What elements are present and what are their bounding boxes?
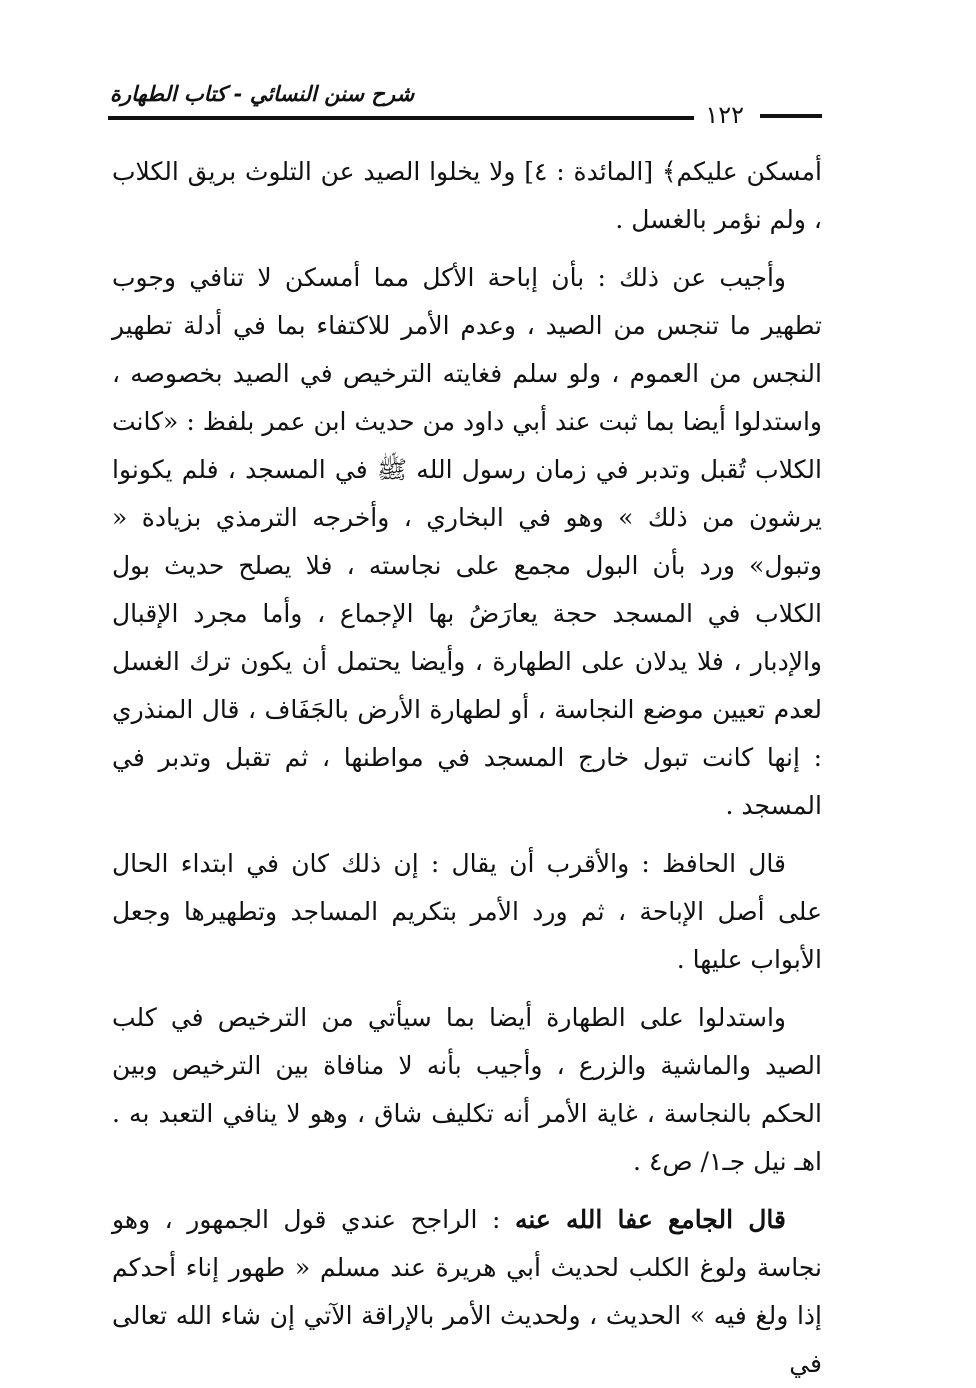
- paragraph: [112, 254, 822, 830]
- paragraph-text: واستدلوا على الطهارة أيضا بما سيأتي من الترخيص في كلب الصيد والماشية والزرع ، وأجيب بأنه لا منافاة بين الترخيص وبين الحكم بالنجاسة ، غاية الأمر أنه تكليف شاق ، وهو لا ينافي التعبد به . اهـ نيل جـ١/ ص٤ .: [112, 1003, 822, 1176]
- paragraph-text: : الراجح عندي قول الجمهور ، وهو نجاسة ولوغ الكلب لحديث أبي هريرة عند مسلم « طهور إناء أحدكم إذا ولغ فيه » الحديث ، ولحديث الأمر بالإراقة الآتي إن شاء الله تعالى في: [112, 1205, 822, 1378]
- paragraph: [112, 148, 822, 244]
- page-number-dash: [760, 114, 822, 118]
- header-title: شرح سنن النسائي - كتاب الطهارة: [110, 82, 415, 106]
- paragraph-text: أمسكن عليكم﴾ [المائدة : ٤] ولا يخلوا الصيد عن التلوث بريق الكلاب ، ولم نؤمر بالغسل .: [112, 157, 822, 234]
- paragraph-text: وأجيب عن ذلك : بأن إباحة الأكل مما أمسكن لا تنافي وجوب تطهير ما تنجس من الصيد ، وعدم الأمر للاكتفاء بما في أدلة تطهير النجس من العموم ، ولو سلم فغايته الترخيص في الصيد بخصوصه ، واستدلوا أيضا بما ثبت عند أبي داود من حديث ابن عمر بلفظ : «كانت الكلاب تُقبل وتدبر في زمان رسول الله ﷺ في المسجد ، فلم يكونوا يرشون من ذلك » وهو في البخاري ، وأخرجه الترمذي بزيادة « وتبول» ورد بأن البول مجمع على نجاسته ، فلا يصلح حديث بول الكلاب في المسجد حجة يعارَضُ بها الإجماع ، وأما مجرد الإقبال والإدبار ، فلا يدلان على الطهارة ، وأيضا يحتمل أن يكون ترك الغسل لعدم تعيين موضع النجاسة ، أو لطهارة الأرض بالجَفَاف ، قال المنذري : إنها كانت تبول خارج المسجد في مواطنها ، ثم تقبل وتدبر في المسجد .: [112, 263, 822, 820]
- paragraph: [112, 1196, 822, 1388]
- page-body: [112, 148, 822, 1388]
- page-number: ١٢٢: [705, 101, 744, 129]
- paragraph: [112, 994, 822, 1186]
- paragraph-text: قال الحافظ : والأقرب أن يقال : إن ذلك كان في ابتداء الحال على أصل الإباحة ، ثم ورد الأمر بتكريم المساجد وتطهيرها وجعل الأبواب عليها .: [112, 849, 822, 974]
- running-header: [108, 78, 822, 128]
- paragraph-lead: قال الجامع عفا الله عنه: [514, 1205, 787, 1234]
- header-rule: [108, 116, 694, 120]
- paragraph: [112, 840, 822, 984]
